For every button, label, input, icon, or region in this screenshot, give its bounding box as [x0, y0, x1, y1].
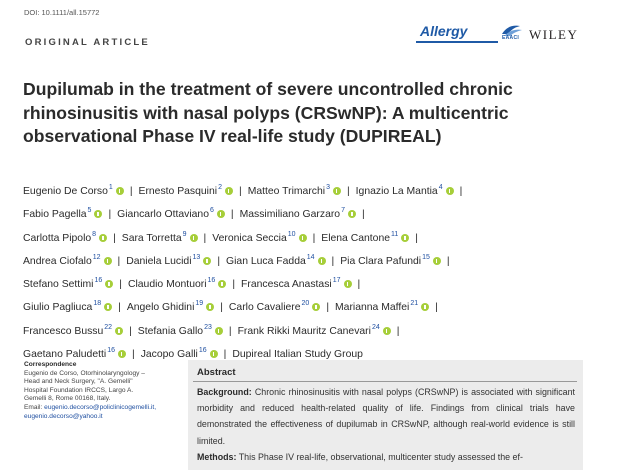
affiliation-number[interactable]: 19 [195, 300, 204, 308]
orcid-icon[interactable] [104, 257, 112, 265]
affiliation-number[interactable]: 9 [182, 230, 187, 238]
author-separator: | [119, 279, 122, 291]
affiliation-number[interactable]: 16 [198, 347, 207, 355]
affiliation-number[interactable]: 4 [438, 184, 443, 191]
author-separator: | [217, 255, 221, 267]
correspondence-heading: Correspondence [24, 361, 77, 368]
author-separator: | [357, 279, 361, 291]
author-separator: | [396, 325, 400, 337]
author-line [23, 178, 603, 201]
author-name-text: Carlotta Pipolo [23, 232, 92, 244]
background-text: Chronic rhinosinusitis with nasal polyps (CRSwNP) is associated with significant morbidity and reduced health-related quality of life. Findings from clinical trials have demonstrated the effectiveness of dupilumab in CRSwNP, although real-world evidence is still limited. [197, 387, 576, 446]
author-name[interactable] [356, 186, 454, 197]
author-name-text: Sara Torretta [121, 232, 182, 244]
author-name-text: Francesco Bussu [23, 325, 104, 337]
article-title [23, 78, 583, 149]
author-name[interactable] [23, 302, 112, 313]
affiliation-number[interactable]: 20 [301, 300, 310, 308]
author-name-text: Daniela Lucidi [126, 255, 192, 267]
orcid-icon[interactable] [333, 187, 341, 195]
orcid-icon[interactable] [118, 350, 126, 358]
affiliation-number[interactable]: 1 [108, 184, 113, 191]
affiliation-number[interactable]: 14 [306, 253, 315, 261]
author-line [23, 201, 603, 224]
author-separator: | [230, 209, 234, 221]
author-name-text: Matteo Trimarchi [247, 186, 326, 197]
author-name-text: Frank Rikki Mauritz Canevari [237, 325, 371, 337]
author-separator: | [118, 302, 121, 314]
author-name[interactable] [128, 279, 226, 290]
orcid-icon[interactable] [203, 257, 211, 265]
author-name-text: Fabio Pagella [23, 209, 87, 221]
author-line [23, 318, 603, 341]
section-label: ORIGINAL ARTICLE [25, 37, 150, 48]
affiliation-number[interactable]: 16 [107, 347, 115, 355]
orcid-icon[interactable] [104, 303, 112, 311]
author-separator: | [129, 186, 133, 197]
author-line [23, 294, 603, 317]
author-name-text: Gaetano Paludetti [23, 349, 107, 361]
author-name-text: Elena Cantone [321, 232, 391, 244]
author-separator: | [117, 255, 121, 267]
affiliation-number[interactable]: 3 [326, 184, 330, 191]
orcid-icon[interactable] [215, 327, 223, 335]
author-name[interactable] [139, 186, 233, 197]
orcid-icon[interactable] [94, 210, 102, 218]
background-label: Background: [197, 387, 252, 397]
affiliation-number[interactable]: 24 [371, 323, 380, 331]
author-name-text: Dupireal Italian Study Group [232, 349, 363, 361]
affiliation-number[interactable]: 6 [210, 207, 214, 215]
doi-text[interactable]: DOI: 10.1111/all.15772 [24, 8, 100, 17]
affiliation-number[interactable]: 17 [332, 277, 341, 285]
affiliation-number[interactable]: 12 [92, 253, 101, 261]
affiliation-number[interactable]: 10 [287, 230, 296, 238]
orcid-icon[interactable] [433, 257, 441, 265]
logo-underline [416, 41, 498, 43]
title-line: rhinosinusitis with nasal polyps (CRSwNP): A multicentric [23, 102, 509, 123]
abstract-divider [193, 381, 577, 382]
email-label: Email: [24, 403, 43, 411]
orcid-icon[interactable] [401, 234, 409, 242]
author-separator: | [326, 302, 330, 314]
orcid-icon[interactable] [348, 210, 356, 218]
affiliation-number[interactable]: 16 [94, 277, 103, 285]
correspondence-block [24, 361, 184, 421]
author-separator: | [228, 325, 232, 337]
author-name-text: Eugenio De Corso [23, 186, 108, 197]
affiliation-number[interactable]: 5 [87, 207, 92, 215]
orcid-icon[interactable] [225, 187, 233, 195]
author-separator: | [113, 232, 116, 244]
author-name[interactable] [23, 349, 126, 360]
orcid-icon[interactable] [99, 234, 107, 242]
correspondence-line: Hospital Foundation IRCCS, Largo A. [24, 386, 134, 394]
orcid-icon[interactable] [218, 280, 226, 288]
affiliation-number[interactable]: 23 [204, 323, 212, 331]
author-name[interactable] [212, 230, 306, 244]
abstract-heading: Abstract [197, 367, 236, 378]
author-separator: | [108, 209, 112, 221]
author-name[interactable] [23, 323, 123, 337]
orcid-icon[interactable] [446, 187, 454, 195]
orcid-icon[interactable] [206, 303, 214, 311]
orcid-icon[interactable] [421, 303, 429, 311]
author-separator: | [415, 232, 418, 244]
author-line [23, 225, 603, 248]
orcid-icon[interactable] [105, 280, 113, 288]
orcid-icon[interactable] [115, 327, 123, 335]
author-separator: | [331, 255, 335, 267]
orcid-icon[interactable] [344, 280, 352, 288]
author-name-text: Jacopo Galli [140, 349, 198, 361]
affiliation-number[interactable]: 8 [92, 230, 97, 238]
author-name[interactable] [23, 186, 124, 197]
author-name-text: Gian Luca Fadda [226, 255, 306, 267]
correspondence-line: Eugenio de Corso, Otorhinolaryngology – [24, 369, 145, 377]
allergy-logo-text: Allergy [420, 23, 468, 39]
author-name[interactable] [340, 253, 441, 267]
affiliation-number[interactable]: 11 [391, 230, 399, 238]
author-name[interactable] [23, 253, 112, 267]
author-name[interactable] [121, 230, 198, 244]
author-name-text: Giulio Pagliuca [23, 302, 93, 314]
author-name[interactable] [127, 302, 214, 313]
author-name[interactable] [321, 230, 409, 244]
author-separator: | [446, 255, 450, 267]
email-link[interactable]: eugenio.decorso@yahoo.it [24, 412, 103, 420]
author-separator: | [232, 279, 236, 291]
author-name-text: Marianna Maffei [335, 302, 410, 314]
affiliation-number[interactable]: 18 [93, 300, 102, 308]
orcid-icon[interactable] [299, 234, 307, 242]
author-name-text: Ignazio La Mantia [355, 186, 438, 197]
author-name[interactable] [240, 209, 356, 220]
author-name[interactable] [241, 279, 351, 290]
author-name-text: Giancarlo Ottaviano [117, 209, 209, 221]
author-separator: | [223, 349, 227, 361]
author-separator: | [238, 186, 242, 197]
correspondence-line: Head and Neck Surgery, "A. Gemelli" [24, 378, 133, 386]
author-separator: | [312, 232, 316, 244]
publisher-logo[interactable]: WILEY [529, 27, 579, 42]
author-name[interactable] [23, 279, 113, 290]
correspondence-line: Gemelli 8, Rome 00168, Italy. [24, 395, 111, 403]
title-line: observational Phase IV real-life study (DUPIREAL) [23, 126, 442, 146]
orcid-icon[interactable] [190, 234, 198, 242]
abstract-text [197, 384, 575, 465]
orcid-icon[interactable] [312, 303, 320, 311]
author-name[interactable] [126, 253, 211, 267]
author-separator: | [131, 349, 135, 361]
orcid-icon[interactable] [116, 187, 124, 195]
orcid-icon[interactable] [383, 327, 391, 335]
author-name[interactable] [237, 323, 391, 337]
author-name[interactable] [141, 349, 218, 360]
affiliation-number[interactable]: 7 [341, 207, 345, 215]
author-separator: | [362, 209, 365, 221]
author-separator: | [129, 325, 132, 337]
title-line: Dupilumab in the treatment of severe uncontrolled chronic [23, 79, 513, 99]
eaaci-logo-text: EAACI [502, 35, 520, 41]
affiliation-number[interactable]: 16 [207, 277, 216, 285]
author-name[interactable] [23, 209, 102, 220]
author-separator: | [203, 232, 207, 244]
methods-text: This Phase IV real-life, observational, multicenter study assessed the ef- [238, 451, 523, 462]
author-name-text: Stefania Gallo [137, 325, 204, 337]
author-line [23, 271, 603, 294]
author-name-text: Pia Clara Pafundi [340, 255, 422, 267]
author-name[interactable] [226, 253, 326, 267]
author-line [23, 248, 603, 271]
author-separator: | [220, 302, 223, 314]
author-name-text: Carlo Cavaliere [228, 302, 301, 314]
orcid-icon[interactable] [318, 257, 326, 265]
author-separator: | [346, 186, 350, 197]
author-name[interactable] [117, 209, 225, 220]
author-name[interactable] [23, 230, 107, 244]
email-link[interactable]: eugenio.decorso@policlinicogemelli.it, [44, 403, 157, 411]
author-list [23, 178, 603, 364]
author-name[interactable] [335, 302, 429, 313]
affiliation-number[interactable]: 15 [422, 253, 430, 261]
author-separator: | [459, 186, 463, 197]
author-name-text: Veronica Seccia [212, 232, 287, 244]
affiliation-number[interactable]: 22 [104, 323, 113, 331]
author-name[interactable] [248, 186, 341, 197]
affiliation-number[interactable]: 13 [192, 253, 201, 261]
author-name-text: Angelo Ghidini [126, 302, 195, 314]
methods-label: Methods: [197, 451, 237, 462]
author-name-text: Francesca Anastasi [241, 279, 332, 291]
affiliation-number[interactable]: 21 [410, 300, 419, 308]
orcid-icon[interactable] [210, 350, 218, 358]
author-name-text: Ernesto Pasquini [138, 186, 218, 197]
author-name-text: Claudio Montuori [127, 279, 207, 291]
author-name-text: Stefano Settimi [23, 279, 94, 291]
study-group-name [232, 349, 363, 360]
journal-logo[interactable] [416, 22, 524, 44]
author-name[interactable] [137, 323, 223, 337]
orcid-icon[interactable] [217, 210, 225, 218]
author-separator: | [435, 302, 438, 314]
author-name-text: Andrea Ciofalo [23, 255, 92, 267]
author-name[interactable] [229, 302, 320, 313]
author-name-text: Massimiliano Garzaro [239, 209, 341, 221]
affiliation-number[interactable]: 2 [218, 184, 222, 191]
